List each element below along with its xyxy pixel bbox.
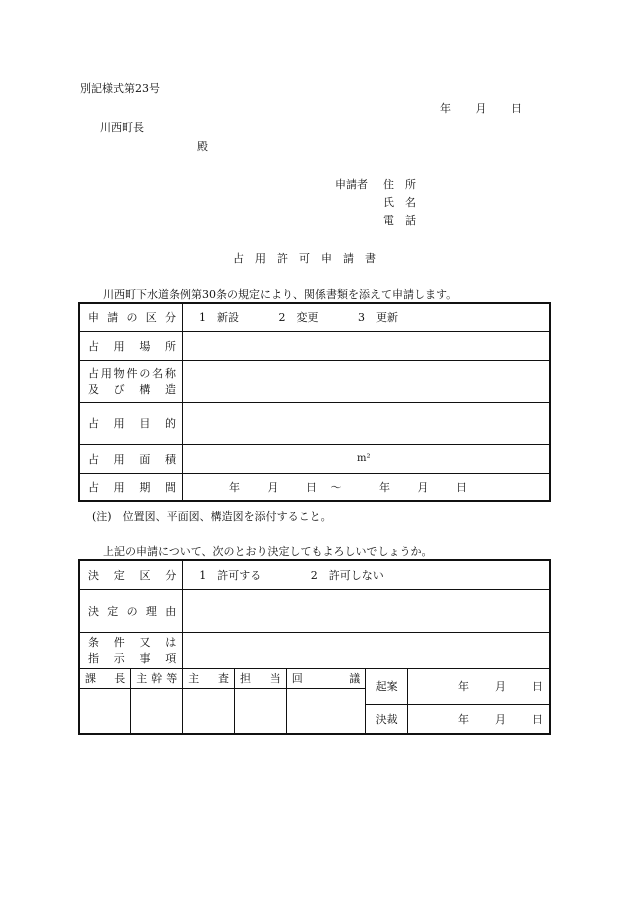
category-label: 申 請 の 区 分 (88, 311, 176, 325)
decision-table (78, 559, 551, 735)
decision-intro: 上記の申請について、次のとおり決定してもよろしいでしょうか。 (103, 545, 433, 558)
table-row (79, 668, 550, 688)
conditions-value-cell[interactable] (183, 632, 550, 668)
period-start-year: 年 (229, 480, 240, 494)
approver-chief-stamp[interactable] (131, 688, 183, 734)
option-deny: 2 許可しない (310, 568, 384, 582)
option-change: 2 変更 (278, 311, 319, 325)
option-renew: 3 更新 (358, 311, 398, 325)
approver-staff-header: 担 当 (235, 668, 287, 688)
period-value-cell[interactable] (183, 473, 551, 501)
month-label: 月 (475, 102, 487, 115)
table-row (79, 473, 550, 501)
period-end-year: 年 (379, 480, 390, 494)
reason-label-cell (79, 589, 183, 632)
period-start-day: 日 (306, 480, 317, 494)
reason-label: 決 定 の 理 由 (88, 604, 177, 618)
approved-date: 年 月 日 (457, 712, 543, 726)
addressee: 川西町長 (100, 121, 144, 134)
day-label: 日 (511, 102, 522, 115)
approved-date-cell[interactable] (407, 704, 550, 734)
period-end-day: 日 (456, 480, 467, 494)
approver-inspector-stamp[interactable] (183, 688, 235, 734)
decision-options-cell (183, 560, 550, 589)
option-new: 1 新設 (199, 311, 239, 325)
drafted-label-cell (366, 668, 408, 704)
area-label: 占 用 面 積 (88, 452, 176, 466)
purpose-value-cell[interactable] (183, 402, 551, 444)
table-row (79, 360, 550, 402)
conditions-label-cell (79, 632, 183, 668)
decision-label: 決 定 区 分 (88, 568, 177, 582)
purpose-label-cell (79, 402, 183, 444)
category-options-cell (183, 303, 551, 331)
period-tilde: ～ (330, 480, 342, 494)
applicant-address-label: 住 所 (383, 178, 416, 191)
object-label: 占 用 物 件 の 名 称 及 び 構 造 (88, 367, 176, 396)
area-unit: m² (357, 452, 371, 464)
purpose-label: 占 用 目 的 (88, 417, 176, 430)
category-label-cell (79, 303, 183, 331)
intro-text: 川西町下水道条例第30条の規定により、関係書類を添えて申請します。 (103, 288, 458, 301)
decision-label-cell (79, 560, 183, 589)
approver-manager-header: 課 長 (79, 668, 131, 688)
object-label-cell (79, 360, 183, 402)
year-label: 年 (440, 102, 451, 115)
period-end-month: 月 (417, 480, 429, 494)
period-label-cell (79, 473, 183, 501)
approver-circulation-header: 回 議 (286, 668, 366, 688)
location-value-cell[interactable] (183, 331, 551, 360)
object-value-cell[interactable] (183, 360, 551, 402)
period-start-month: 月 (267, 480, 279, 494)
application-table (78, 302, 551, 502)
table-row (79, 444, 550, 473)
approver-circulation-stamp[interactable] (286, 688, 366, 734)
table-row (79, 303, 550, 331)
reason-value-cell[interactable] (183, 589, 550, 632)
approved-label: 決裁 (375, 712, 398, 726)
form-number: 別記様式第23号 (80, 82, 160, 95)
approver-staff-stamp[interactable] (235, 688, 287, 734)
option-permit: 1 許可する (199, 568, 262, 582)
applicant-phone-label: 電 話 (383, 214, 416, 227)
applicant-label: 申請者 (335, 178, 368, 191)
drafted-date-cell[interactable] (407, 668, 550, 704)
document-title: 占 用 許 可 申 請 書 (233, 252, 376, 265)
table-row (79, 402, 550, 444)
period-label: 占 用 期 間 (88, 480, 176, 494)
approver-manager-stamp[interactable] (79, 688, 131, 734)
approved-label-cell (366, 704, 408, 734)
approver-inspector-header: 主 査 (183, 668, 235, 688)
table-row (79, 331, 550, 360)
table-row (79, 589, 550, 632)
area-value-cell[interactable] (183, 444, 551, 473)
date-line (440, 100, 522, 116)
table-row (79, 632, 550, 668)
conditions-label: 条 件 又 は 指 示 事 項 (88, 636, 177, 665)
note-text: (注) 位置図、平面図、構造図を添付すること。 (92, 510, 332, 523)
drafted-label: 起案 (375, 680, 398, 693)
applicant-name-label: 氏 名 (383, 196, 416, 209)
area-label-cell (79, 444, 183, 473)
location-label-cell (79, 331, 183, 360)
drafted-date: 年 月 日 (457, 680, 543, 693)
location-label: 占 用 場 所 (88, 339, 176, 353)
approver-chief-header: 主 幹 等 (131, 668, 183, 688)
honorific: 殿 (197, 140, 208, 153)
table-row (79, 560, 550, 589)
